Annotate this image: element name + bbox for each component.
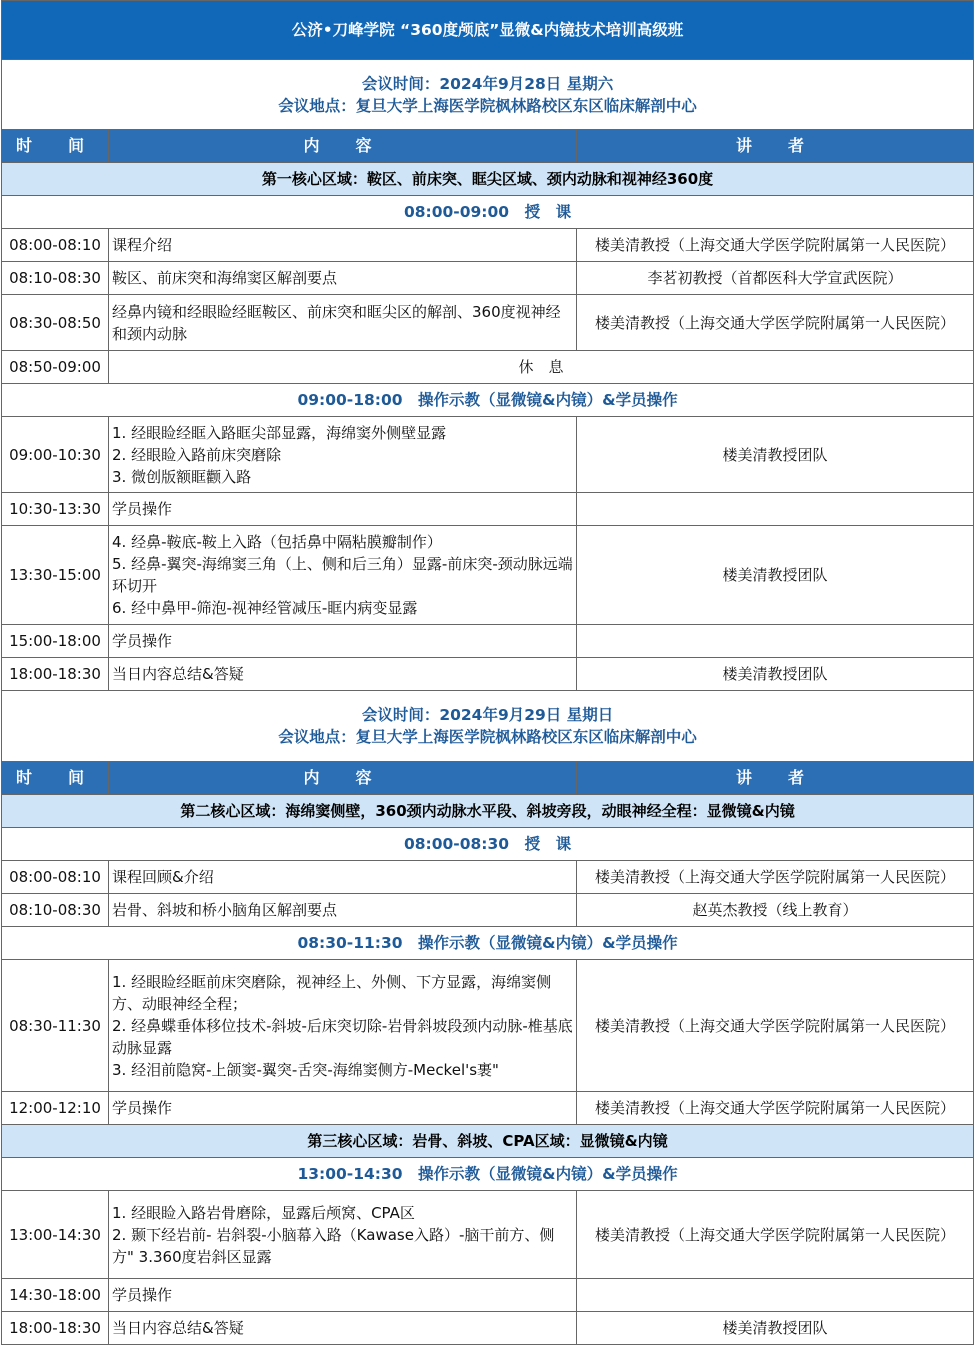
content-line: 2. 经眼睑入路前床突磨除 bbox=[112, 445, 282, 464]
slot-row: 13:00-14:30 操作示教（显微镜&内镜）&学员操作 bbox=[2, 1158, 974, 1191]
day2-info bbox=[2, 691, 974, 762]
content-line: 3. 经泪前隐窝-上颌窦-翼突-舌突-海绵窦侧方-Meckel's裹" bbox=[112, 1060, 499, 1079]
zone-row: 第三核心区域：岩骨、斜坡、CPA区域：显微镜&内镜 bbox=[2, 1125, 974, 1158]
slot-row: 09:00-18:00 操作示教（显微镜&内镜）&学员操作 bbox=[2, 384, 974, 417]
day1-date: 会议时间：2024年9月28日 星期六 bbox=[361, 74, 614, 93]
table-header: 时 间 内 容 讲 者 bbox=[2, 762, 974, 795]
slot-row: 08:30-11:30 操作示教（显微镜&内镜）&学员操作 bbox=[2, 927, 974, 960]
content-line: 1. 经眼睑经眶入路眶尖部显露，海绵窦外侧壁显露 bbox=[112, 423, 447, 442]
content-line: 4. 经鼻-鞍底-鞍上入路（包括鼻中隔粘膜瓣制作） bbox=[112, 533, 442, 551]
table-row: 08:30-11:30 1. 经眼睑经眶前床突磨除，视神经上、外侧、下方显露，海绵窦侧方、动眼神经全程； 2. 经鼻蝶垂体移位技术-斜坡-后床突切除-岩骨斜坡段颈内动脉-椎基底动脉显露 3. 经泪前隐窝-上颌窦-翼突-舌突-海绵窦侧方-Meckel's裹" 楼美清教授（上海交通大学医学院附属第一人民医院） bbox=[2, 960, 974, 1092]
table-row: 08:00-08:10 课程回顾&介绍 楼美清教授（上海交通大学医学院附属第一人民医院） bbox=[2, 861, 974, 894]
page-title: 公济•刀峰学院 “360度颅底”显微&内镜技术培训高级班 bbox=[2, 1, 974, 60]
table-row: 13:30-15:00 4. 经鼻-鞍底-鞍上入路（包括鼻中隔粘膜瓣制作） 5. 经鼻-翼突-海绵窦三角（上、侧和后三角）显露-前床突-颈动脉远端环切开 6. 经中鼻甲-筛泡-视神经管减压-眶内病变显露 楼美清教授团队 bbox=[2, 526, 974, 625]
day1-venue: 会议地点：复旦大学上海医学院枫林路校区东区临床解剖中心 bbox=[278, 96, 697, 115]
table-row: 10:30-13:30 学员操作 bbox=[2, 493, 974, 526]
break-row: 08:50-09:00 休 息 bbox=[2, 351, 974, 384]
table-row: 18:00-18:30 当日内容总结&答疑 楼美清教授团队 bbox=[2, 1312, 974, 1345]
day2-venue: 会议地点：复旦大学上海医学院枫林路校区东区临床解剖中心 bbox=[278, 728, 697, 746]
table-row: 09:00-10:30 1. 经眼睑经眶入路眶尖部显露，海绵窦外侧壁显露 2. 经眼睑入路前床突磨除 3. 微创版额眶颧入路 楼美清教授团队 bbox=[2, 417, 974, 493]
table-header bbox=[2, 130, 974, 163]
content-line: 2. 经鼻蝶垂体移位技术-斜坡-后床突切除-岩骨斜坡段颈内动脉-椎基底动脉显露 bbox=[112, 1016, 573, 1057]
slot-row: 08:00-09:00 授 课 bbox=[2, 196, 974, 229]
content-line: 3. 微创版额眶颧入路 bbox=[112, 467, 252, 486]
day1-info bbox=[2, 60, 974, 130]
content-line: 1. 经眼睑经眶前床突磨除，视神经上、外侧、下方显露，海绵窦侧方、动眼神经全程； bbox=[112, 972, 552, 1013]
content-line: 1. 经眼睑入路岩骨磨除，显露后颅窝、CPA区 bbox=[112, 1203, 415, 1222]
table-row: 12:00-12:10 学员操作 楼美清教授（上海交通大学医学院附属第一人民医院） bbox=[2, 1092, 974, 1125]
zone-row: 第二核心区域：海绵窦侧壁，360颈内动脉水平段、斜坡旁段，动眼神经全程：显微镜&内镜 bbox=[2, 795, 974, 828]
title-banner bbox=[2, 1, 974, 60]
header-time: 时 间 bbox=[2, 130, 109, 163]
day2-date: 会议时间：2024年9月29日 星期日 bbox=[361, 706, 614, 724]
table-row: 18:00-18:30 当日内容总结&答疑 楼美清教授团队 bbox=[2, 658, 974, 691]
table-row: 15:00-18:00 学员操作 bbox=[2, 625, 974, 658]
schedule-table bbox=[1, 0, 974, 1345]
zone-row: 第一核心区域：鞍区、前床突、眶尖区域、颈内动脉和视神经360度 bbox=[2, 163, 974, 196]
table-row: 08:10-08:30 鞍区、前床突和海绵窦区解剖要点 李茗初教授（首都医科大学宣武医院） bbox=[2, 262, 974, 295]
table-row: 13:00-14:30 1. 经眼睑入路岩骨磨除，显露后颅窝、CPA区 2. 颞下经岩前- 岩斜裂-小脑幕入路（Kawase入路）-脑干前方、侧方" 3.360度岩斜区显露 楼美清教授（上海交通大学医学院附属第一人民医院） bbox=[2, 1191, 974, 1279]
table-row: 14:30-18:00 学员操作 bbox=[2, 1279, 974, 1312]
content-line: 2. 颞下经岩前- 岩斜裂-小脑幕入路（Kawase入路）-脑干前方、侧方" 3.360度岩斜区显露 bbox=[112, 1225, 555, 1266]
table-row: 08:10-08:30 岩骨、斜坡和桥小脑角区解剖要点 赵英杰教授（线上教育） bbox=[2, 894, 974, 927]
content-line: 5. 经鼻-翼突-海绵窦三角（上、侧和后三角）显露-前床突-颈动脉远端环切开 bbox=[112, 555, 573, 595]
header-speaker: 讲 者 bbox=[577, 130, 974, 163]
header-content: 内 容 bbox=[109, 130, 577, 163]
table-row: 08:00-08:10 课程介绍 楼美清教授（上海交通大学医学院附属第一人民医院） bbox=[2, 229, 974, 262]
slot-row: 08:00-08:30 授 课 bbox=[2, 828, 974, 861]
table-row: 08:30-08:50 经鼻内镜和经眼睑经眶鞍区、前床突和眶尖区的解剖、360度视神经和颈内动脉 楼美清教授（上海交通大学医学院附属第一人民医院） bbox=[2, 295, 974, 351]
content-line: 6. 经中鼻甲-筛泡-视神经管减压-眶内病变显露 bbox=[112, 599, 418, 617]
